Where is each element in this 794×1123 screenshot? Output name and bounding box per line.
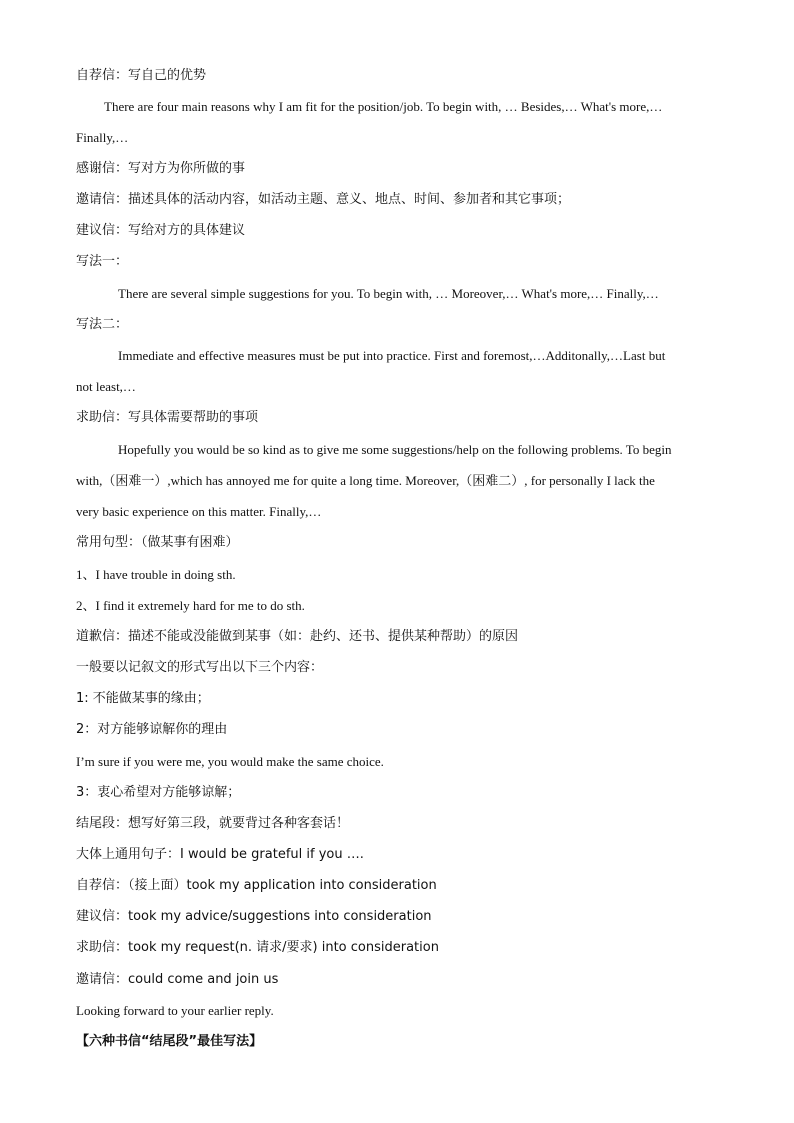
paragraph-line: Finally,… <box>76 130 129 145</box>
paragraph-line: 大体上通用句子：I would be grateful if you …. <box>76 847 364 862</box>
paragraph-line: There are several simple suggestions for you. To begin with, … Moreover,… What's more,… Finally,… <box>118 286 659 301</box>
paragraph-line: 建议信：took my advice/suggestions into consideration <box>76 909 432 924</box>
paragraph-line: I’m sure if you were me, you would make the same choice. <box>76 754 384 769</box>
method-one-label: 写法一： <box>76 254 129 269</box>
heading-self-recommendation: 自荐信：写自己的优势 <box>76 68 207 83</box>
method-two-label: 写法二： <box>76 317 129 332</box>
paragraph-line: 求助信：took my request(n. 请求/要求) into consideration <box>76 940 439 955</box>
paragraph-line: Looking forward to your earlier reply. <box>76 1003 274 1018</box>
heading-apology-letter: 道歉信：描述不能或没能做到某事（如：赴约、还书、提供某种帮助）的原因 <box>76 629 519 644</box>
paragraph-line: very basic experience on this matter. Finally,… <box>76 504 322 519</box>
paragraph-line: Hopefully you would be so kind as to give me some suggestions/help on the following problems. To begin <box>118 442 672 457</box>
paragraph-line: not least,… <box>76 379 136 394</box>
paragraph-line: 一般要以记叙文的形式写出以下三个内容： <box>76 660 324 675</box>
list-item: 2、I find it extremely hard for me to do sth. <box>76 598 305 613</box>
heading-invitation-letter: 邀请信：描述具体的活动内容，如活动主题、意义、地点、时间、参加者和其它事项； <box>76 192 571 207</box>
common-patterns-heading: 常用句型：（做某事有困难） <box>76 535 239 550</box>
list-item: 3：衷心希望对方能够谅解； <box>76 785 241 800</box>
paragraph-line: 邀请信：could come and join us <box>76 972 279 987</box>
section-heading-closing-methods: 【六种书信“结尾段”最佳写法】 <box>76 1034 263 1049</box>
paragraph-line: There are four main reasons why I am fit for the position/job. To begin with, … Besides,… What's more,… <box>104 99 663 114</box>
list-item: 2：对方能够谅解你的理由 <box>76 722 228 737</box>
list-item: 1: 不能做某事的缘由； <box>76 691 210 706</box>
heading-suggestion-letter: 建议信：写给对方的具体建议 <box>76 223 246 238</box>
paragraph-line: Immediate and effective measures must be put into practice. First and foremost,…Additonally,…Last but <box>118 348 666 363</box>
list-item: 1、I have trouble in doing sth. <box>76 567 236 582</box>
paragraph-line: 自荐信：（接上面）took my application into consideration <box>76 878 437 893</box>
paragraph-line: with,（困难一）,which has annoyed me for quite a long time. Moreover,（困难二）, for personally I lack the <box>76 473 655 488</box>
heading-closing-paragraph: 结尾段：想写好第三段，就要背过各种客套话！ <box>76 816 350 831</box>
heading-thank-you-letter: 感谢信：写对方为你所做的事 <box>76 161 246 176</box>
heading-help-letter: 求助信：写具体需要帮助的事项 <box>76 410 259 425</box>
